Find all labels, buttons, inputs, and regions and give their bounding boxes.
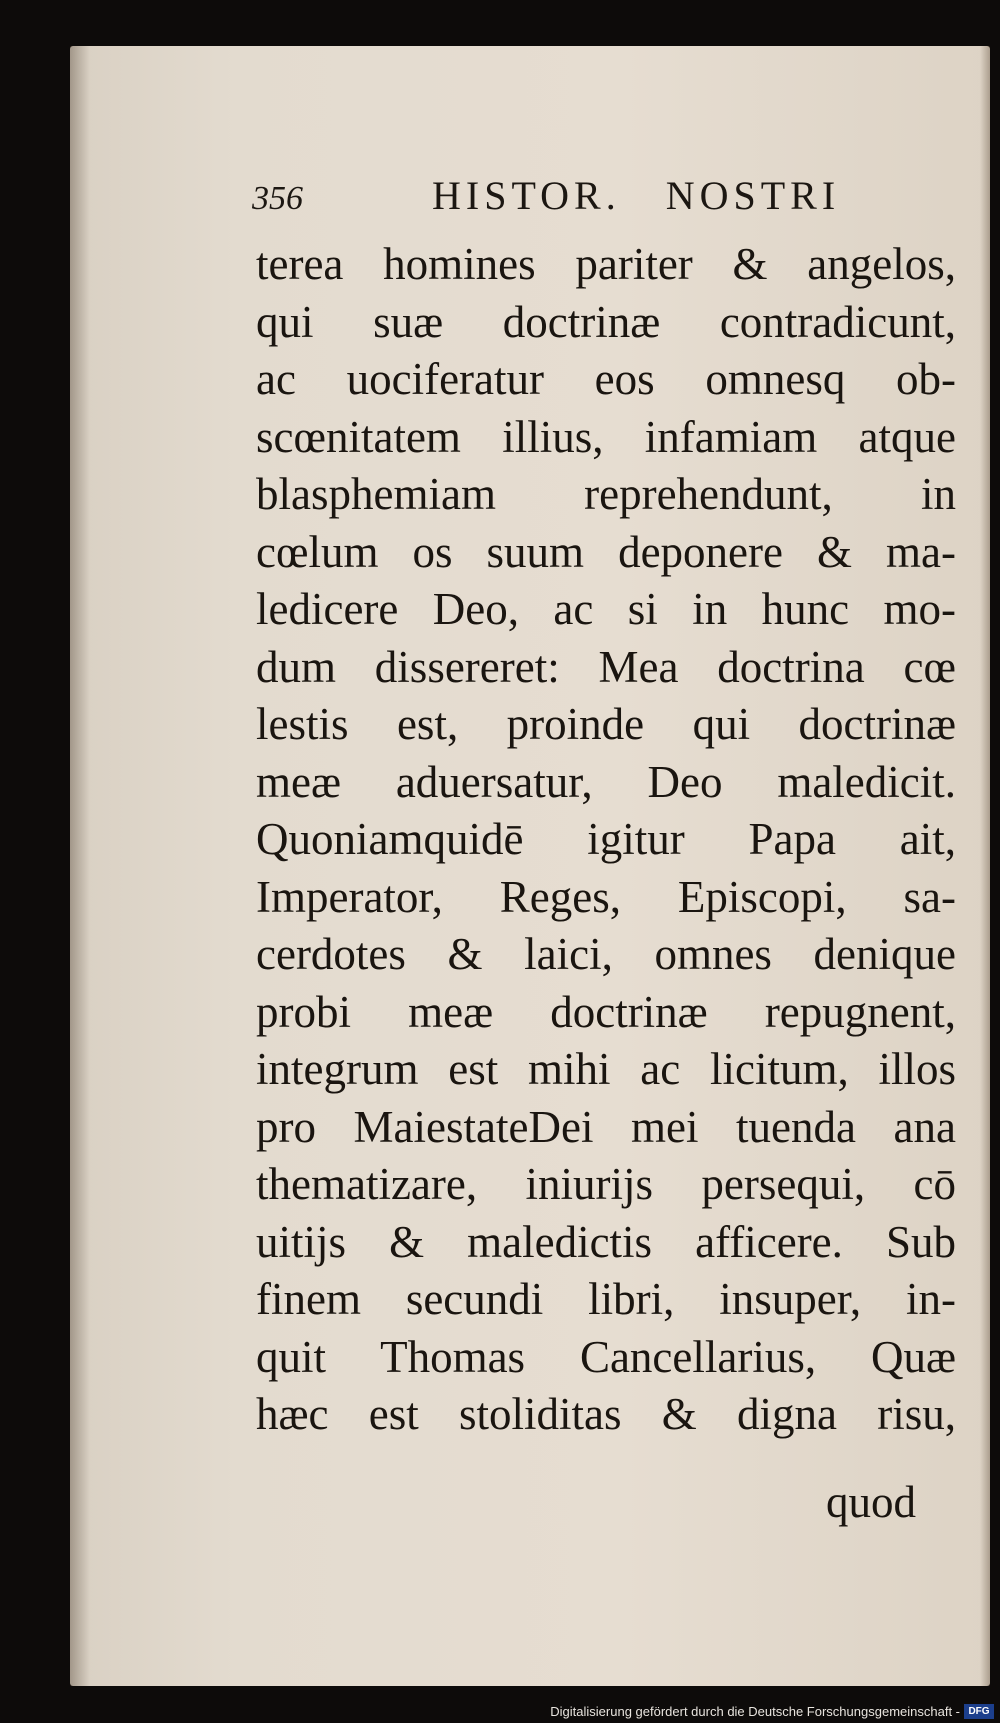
text-line: scœnitatem illius, infamiam atque — [256, 411, 956, 462]
text-line: quit Thomas Cancellarius, Quæ — [256, 1331, 956, 1382]
page-number: 356 — [252, 180, 303, 217]
text-line: hæc est stoliditas & digna risu, — [256, 1389, 956, 1439]
text-line: finem secundi libri, insuper, in- — [256, 1274, 956, 1324]
text-line: uitijs & maledictis afficere. Sub — [256, 1216, 956, 1267]
text-line: dum dissereret: Mea doctrina cœ — [256, 641, 956, 692]
running-title: HISTOR. NOSTRI — [432, 173, 841, 218]
text-line: ac uociferatur eos omnesq ob- — [256, 354, 956, 404]
text-line: terea homines pariter & angelos, — [256, 239, 956, 289]
body-text — [256, 236, 956, 1444]
spine-shadow — [70, 46, 90, 1686]
text-line: Quoniamquidē igitur Papa ait, — [256, 814, 956, 864]
text-line: Imperator, Reges, Episcopi, sa- — [256, 871, 956, 922]
text-line: integrum est mihi ac licitum, illos — [256, 1044, 956, 1094]
footer-bar — [0, 1699, 1000, 1723]
text-line: pro MaiestateDei mei tuenda ana — [256, 1101, 956, 1152]
catchword: quod — [826, 1477, 916, 1527]
text-line: probi meæ doctrinæ repugnent, — [256, 986, 956, 1037]
text-line: qui suæ doctrinæ contradicunt, — [256, 296, 956, 347]
page-header — [252, 172, 952, 232]
digitization-note: Digitalisierung gefördert durch die Deutsche Forschungsgemeinschaft - — [550, 1704, 960, 1719]
text-line: cœlum os suum deponere & ma- — [256, 526, 956, 577]
text-line: ledicere Deo, ac si in hunc mo- — [256, 584, 956, 634]
text-line: blasphemiam reprehendunt, in — [256, 469, 956, 519]
dfg-logo: DFG — [964, 1704, 994, 1719]
text-line: lestis est, proinde qui doctrinæ — [256, 699, 956, 749]
text-line: meæ aduersatur, Deo maledicit. — [256, 756, 956, 807]
text-line: cerdotes & laici, omnes denique — [256, 929, 956, 979]
text-line: thematizare, iniurijs persequi, cō — [256, 1159, 956, 1209]
page-edge-shadow — [980, 46, 990, 1686]
